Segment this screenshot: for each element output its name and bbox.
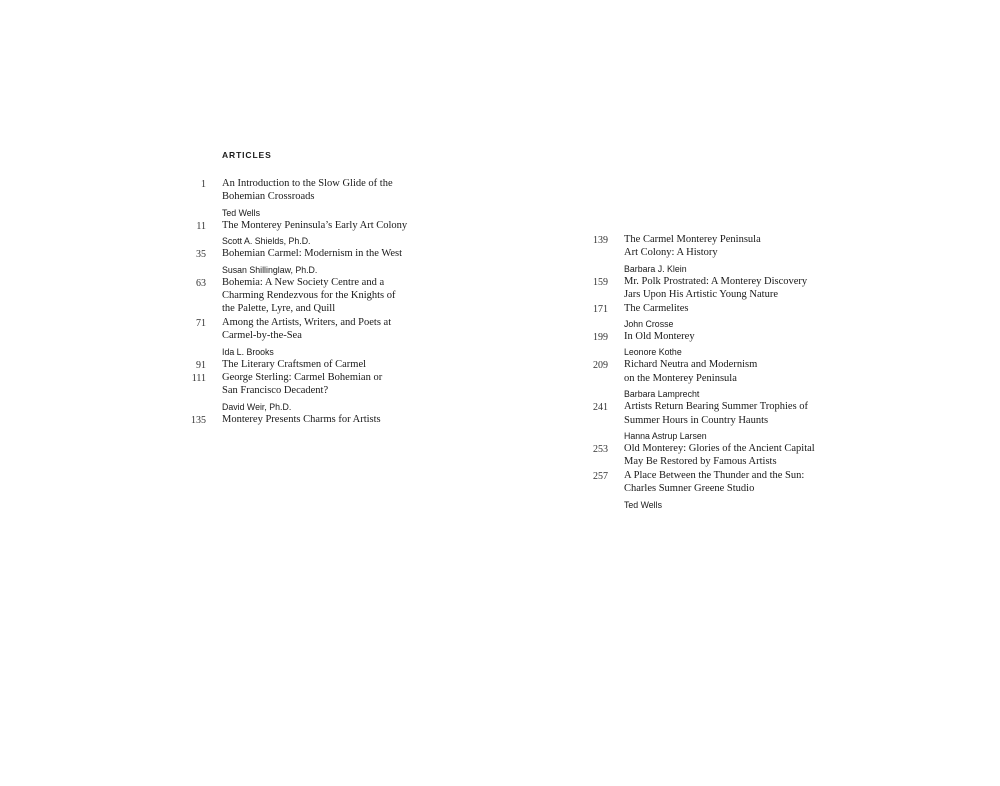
article-title: The Carmel Monterey Peninsula Art Colony: A History — [624, 234, 761, 259]
page-number: 71 — [196, 317, 206, 329]
page-number: 135 — [191, 414, 206, 426]
toc-entry — [577, 358, 877, 400]
article-title: In Old Monterey — [624, 331, 695, 343]
article-title: Bohemia: A New Society Centre and a Charming Rendezvous for the Knights of the Palette, Lyre, and Quill — [222, 276, 396, 315]
toc-entry — [175, 276, 475, 316]
article-title: George Sterling: Carmel Bohemian or San Francisco Decadent? — [222, 372, 383, 397]
article-title: Richard Neutra and Modernism on the Monterey Peninsula — [624, 359, 758, 384]
article-author: John Crosse — [624, 319, 674, 330]
article-author: Hanna Astrup Larsen — [624, 431, 707, 442]
page-number: 63 — [196, 277, 206, 289]
article-author: Ted Wells — [222, 207, 260, 218]
toc-entry — [577, 233, 877, 275]
page-number: 199 — [593, 332, 608, 344]
page-number: 241 — [593, 402, 608, 414]
article-title: An Introduction to the Slow Glide of the Bohemian Crossroads — [222, 178, 393, 203]
toc-left-column — [175, 177, 475, 426]
article-author: Susan Shillinglaw, Ph.D. — [222, 264, 318, 275]
page-number: 91 — [196, 359, 206, 371]
page-number: 253 — [593, 444, 608, 456]
page-number: 11 — [196, 220, 206, 232]
article-author: Barbara J. Klein — [624, 263, 687, 274]
toc-right-column — [577, 233, 877, 511]
page-number: 171 — [593, 303, 608, 315]
toc-entry — [577, 400, 877, 442]
toc-entry — [175, 219, 475, 247]
toc-entry — [175, 358, 475, 371]
section-heading: ARTICLES — [222, 150, 272, 160]
toc-entry — [577, 442, 877, 469]
toc-entry — [175, 413, 475, 426]
toc-entry — [175, 247, 475, 275]
article-title: Artists Return Bearing Summer Trophies of Summer Hours in Country Haunts — [624, 401, 809, 426]
article-author: Leonore Kothe — [624, 347, 682, 358]
toc-entry — [577, 275, 877, 302]
article-author: Ted Wells — [624, 499, 662, 510]
article-title: Among the Artists, Writers, and Poets at Carmel-by-the-Sea — [222, 316, 392, 342]
toc-entry — [577, 302, 877, 330]
page-number: 257 — [593, 470, 608, 482]
article-title: Mr. Polk Prostrated: A Monterey Discovery Jars Upon His Artistic Young Nature — [624, 275, 808, 301]
page-number: 139 — [593, 235, 608, 246]
toc-entry — [175, 316, 475, 358]
article-title: A Place Between the Thunder and the Sun: Charles Sumner Greene Studio — [624, 469, 805, 495]
toc-entry — [175, 371, 475, 413]
toc-entry — [577, 330, 877, 358]
article-title: Bohemian Carmel: Modernism in the West — [222, 248, 403, 260]
article-title: The Literary Craftsmen of Carmel — [222, 358, 367, 370]
article-author: Scott A. Shields, Ph.D. — [222, 236, 311, 247]
page-number: 1 — [201, 179, 206, 190]
toc-entry — [175, 177, 475, 219]
article-title: Monterey Presents Charms for Artists — [222, 413, 381, 425]
toc-entry — [577, 469, 877, 511]
article-author: Ida L. Brooks — [222, 346, 274, 357]
article-author: David Weir, Ph.D. — [222, 401, 292, 412]
page-number: 111 — [191, 373, 206, 385]
article-title: Old Monterey: Glories of the Ancient Capital May Be Restored by Famous Artists — [624, 443, 815, 468]
page-number: 159 — [593, 276, 608, 288]
article-author: Barbara Lamprecht — [624, 389, 700, 400]
page-number: 35 — [196, 249, 206, 261]
page-number: 209 — [593, 360, 608, 372]
article-title: The Carmelites — [624, 302, 689, 314]
article-title: The Monterey Peninsula’s Early Art Colony — [222, 219, 408, 231]
